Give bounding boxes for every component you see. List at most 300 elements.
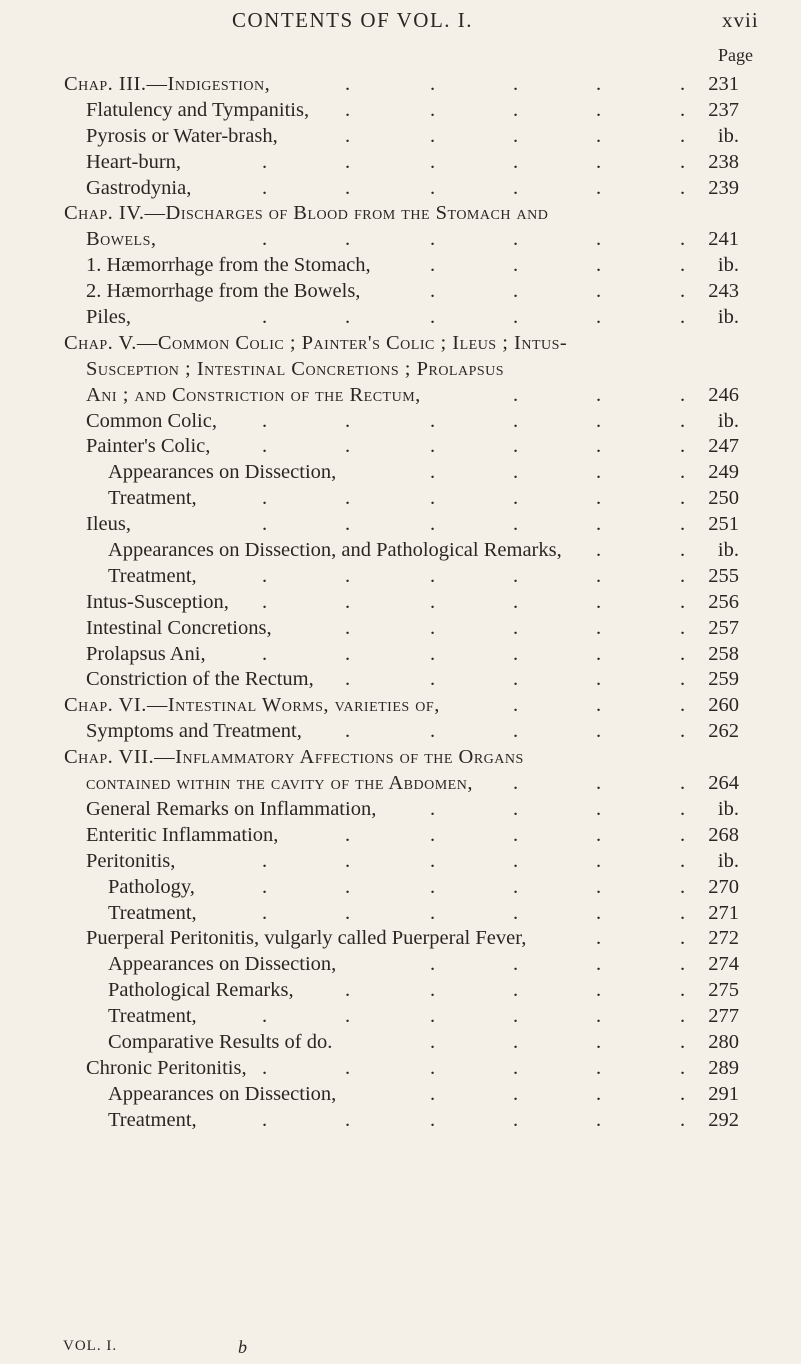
leader-dot: . <box>513 254 519 277</box>
leader-dot: . <box>513 461 519 484</box>
leader-dot: . <box>513 616 519 639</box>
leader-dot: . <box>596 383 602 406</box>
leader-dot: . <box>262 901 268 924</box>
toc-entry <box>0 667 801 693</box>
leader-dot: . <box>262 513 268 536</box>
leader-dot: . <box>262 875 268 898</box>
leader-dot: . <box>596 124 602 147</box>
leader-dot: . <box>596 73 602 95</box>
leader-dot: . <box>680 306 686 329</box>
toc-entry-title: Bowels, <box>86 228 157 251</box>
leader-dot: . <box>680 901 686 924</box>
toc-entry-title: Treatment, <box>108 487 197 510</box>
toc-entry-title: Painter's Colic, <box>86 435 211 458</box>
toc-entry <box>0 926 801 952</box>
toc-entry-page: 249 <box>708 461 739 484</box>
leader-dot: . <box>262 590 268 613</box>
leader-dot: . <box>680 1056 686 1079</box>
leader-dot: . <box>430 642 436 665</box>
toc-entry-page: 251 <box>708 513 739 536</box>
toc-entry-title: Enteritic Inflammation, <box>86 823 279 846</box>
toc-entry <box>0 693 801 719</box>
toc-entry <box>0 1108 801 1134</box>
leader-dot: . <box>345 306 351 329</box>
signature-volume: VOL. I. <box>63 1338 118 1354</box>
leader-dot: . <box>513 409 519 432</box>
leader-dot: . <box>513 1108 519 1131</box>
leader-dot: . <box>596 1030 602 1053</box>
toc-entry <box>0 357 801 383</box>
leader-dot: . <box>513 720 519 743</box>
leader-dot: . <box>513 1082 519 1105</box>
leader-dot: . <box>345 228 351 251</box>
leader-dot: . <box>430 797 436 820</box>
leader-dot: . <box>430 1108 436 1131</box>
toc-entry-page: ib. <box>717 797 739 820</box>
leader-dot: . <box>345 73 351 95</box>
leader-dot: . <box>430 720 436 743</box>
leader-dot: . <box>680 254 686 277</box>
toc-entry <box>0 616 801 642</box>
leader-dot: . <box>680 694 686 717</box>
leader-dot: . <box>596 435 602 458</box>
leader-dot: . <box>345 487 351 510</box>
leader-dot: . <box>513 513 519 536</box>
toc-entry-page: ib. <box>717 124 739 147</box>
toc-entry-page: 292 <box>708 1108 739 1131</box>
leader-dot: . <box>680 539 686 562</box>
toc-entry <box>0 1082 801 1108</box>
leader-dot: . <box>430 513 436 536</box>
leader-dot: . <box>680 487 686 510</box>
leader-dot: . <box>513 797 519 820</box>
leader-dot: . <box>596 1082 602 1105</box>
leader-dot: . <box>680 616 686 639</box>
leader-dot: . <box>680 979 686 1002</box>
leader-dot: . <box>430 254 436 277</box>
leader-dot: . <box>430 616 436 639</box>
leader-dot: . <box>596 539 602 562</box>
toc-entry-title: Appearances on Dissection, <box>108 461 337 484</box>
toc-entry <box>0 590 801 616</box>
leader-dot: . <box>596 797 602 820</box>
toc-entry-title: Comparative Results of do. <box>108 1030 333 1053</box>
toc-entry <box>0 331 801 357</box>
leader-dot: . <box>430 461 436 484</box>
leader-dot: . <box>513 73 519 95</box>
leader-dot: . <box>345 901 351 924</box>
leader-dot: . <box>513 124 519 147</box>
toc-entry-page: 250 <box>708 487 739 510</box>
toc-entry <box>0 978 801 1004</box>
leader-dot: . <box>430 487 436 510</box>
toc-entry-page: 271 <box>708 901 739 924</box>
leader-dot: . <box>596 927 602 950</box>
toc-entry-title: 1. Hæmorrhage from the Stomach, <box>86 254 371 277</box>
leader-dot: . <box>596 694 602 717</box>
signature-letter: b <box>238 1337 247 1357</box>
toc-entry <box>0 176 801 202</box>
toc-entry-title: Chap. IV.—Discharges of Blood from the Stomach and <box>64 202 549 225</box>
leader-dot: . <box>513 150 519 173</box>
leader-dot: . <box>262 849 268 872</box>
toc-entry-title: Pathological Remarks, <box>108 979 294 1002</box>
toc-entry-page: 241 <box>708 228 739 251</box>
toc-entry-page: 264 <box>708 772 739 795</box>
leader-dot: . <box>262 150 268 173</box>
toc-entry <box>0 849 801 875</box>
leader-dot: . <box>596 228 602 251</box>
leader-dot: . <box>430 668 436 691</box>
toc-entry <box>0 253 801 279</box>
leader-dot: . <box>430 98 436 121</box>
toc-entry-title: Symptoms and Treatment, <box>86 720 302 743</box>
leader-dot: . <box>430 124 436 147</box>
leader-dot: . <box>513 435 519 458</box>
leader-dot: . <box>513 1056 519 1079</box>
leader-dot: . <box>513 1030 519 1053</box>
toc-entry-title: Flatulency and Tympanitis, <box>86 98 310 121</box>
leader-dot: . <box>345 849 351 872</box>
toc-entry-page: 274 <box>708 953 739 976</box>
toc-entry-page: 243 <box>708 280 739 303</box>
toc-entry-page: 260 <box>708 694 739 717</box>
toc-entry-page: 277 <box>708 1005 739 1028</box>
toc-entry <box>0 201 801 227</box>
leader-dot: . <box>262 435 268 458</box>
toc-entry <box>0 1030 801 1056</box>
leader-dot: . <box>430 176 436 199</box>
toc-entry-title: Heart-burn, <box>86 150 182 173</box>
leader-dot: . <box>513 306 519 329</box>
toc-entry-page: ib. <box>717 254 739 277</box>
leader-dot: . <box>596 409 602 432</box>
toc-entry-title: Ani ; and Constriction of the Rectum, <box>86 383 421 406</box>
leader-dot: . <box>596 150 602 173</box>
leader-dot: . <box>680 73 686 95</box>
toc-entry-page: ib. <box>717 409 739 432</box>
leader-dot: . <box>596 513 602 536</box>
toc-entry-page: 257 <box>708 616 739 639</box>
toc-entry <box>0 719 801 745</box>
toc-entry-title: Chap. VI.—Intestinal Worms, varieties of, <box>64 694 440 717</box>
leader-dot: . <box>513 772 519 795</box>
toc-entry-page: 272 <box>708 927 739 950</box>
leader-dot: . <box>596 642 602 665</box>
leader-dot: . <box>680 668 686 691</box>
leader-dot: . <box>680 953 686 976</box>
toc-entry <box>0 72 801 98</box>
toc-entry-title: contained within the cavity of the Abdomen, <box>86 772 473 795</box>
toc-entry <box>0 409 801 435</box>
leader-dot: . <box>680 280 686 303</box>
page-header <box>0 8 801 32</box>
leader-dot: . <box>262 409 268 432</box>
leader-dot: . <box>345 1005 351 1028</box>
leader-dot: . <box>345 1056 351 1079</box>
toc-entry-page: 246 <box>708 383 739 406</box>
toc-entry-page: 259 <box>708 668 739 691</box>
leader-dot: . <box>680 435 686 458</box>
leader-dot: . <box>596 720 602 743</box>
toc-entry <box>0 460 801 486</box>
leader-dot: . <box>345 616 351 639</box>
toc-entry-page: 280 <box>708 1030 739 1053</box>
toc-entry-page: ib. <box>717 306 739 329</box>
leader-dot: . <box>345 98 351 121</box>
leader-dot: . <box>596 98 602 121</box>
leader-dot: . <box>513 280 519 303</box>
leader-dot: . <box>596 487 602 510</box>
toc-entry <box>0 305 801 331</box>
leader-dot: . <box>513 176 519 199</box>
toc-entry-title: Appearances on Dissection, and Pathological Remarks, <box>108 539 562 562</box>
leader-dot: . <box>680 513 686 536</box>
leader-dot: . <box>513 383 519 406</box>
toc-entry-title: Ileus, <box>86 513 131 536</box>
toc-entry-page: 291 <box>708 1082 739 1105</box>
toc-entry-title: Appearances on Dissection, <box>108 1082 337 1105</box>
leader-dot: . <box>596 849 602 872</box>
leader-dot: . <box>513 694 519 717</box>
toc-entry-title: Treatment, <box>108 564 197 587</box>
leader-dot: . <box>262 487 268 510</box>
leader-dot: . <box>596 668 602 691</box>
leader-dot: . <box>430 849 436 872</box>
toc-entry-page: 231 <box>708 73 739 95</box>
toc-entry-page: 238 <box>708 150 739 173</box>
leader-dot: . <box>513 901 519 924</box>
toc-entry-page: 268 <box>708 823 739 846</box>
toc-entry <box>0 1056 801 1082</box>
toc-entry-title: Pyrosis or Water-brash, <box>86 124 278 147</box>
leader-dot: . <box>262 228 268 251</box>
leader-dot: . <box>596 953 602 976</box>
leader-dot: . <box>345 124 351 147</box>
toc-entry-title: Common Colic, <box>86 409 217 432</box>
toc-entry <box>0 383 801 409</box>
leader-dot: . <box>430 409 436 432</box>
leader-dot: . <box>430 875 436 898</box>
page-column-label: Page <box>718 45 753 65</box>
toc-entry-page: 239 <box>708 176 739 199</box>
toc-entry <box>0 642 801 668</box>
toc-entry-title: Treatment, <box>108 901 197 924</box>
leader-dot: . <box>262 1005 268 1028</box>
toc-entry <box>0 227 801 253</box>
leader-dot: . <box>262 176 268 199</box>
leader-dot: . <box>596 564 602 587</box>
leader-dot: . <box>596 1056 602 1079</box>
leader-dot: . <box>430 1005 436 1028</box>
toc-entry-title: Chap. V.—Common Colic ; Painter's Colic ; Ileus ; Intus- <box>64 331 568 354</box>
leader-dot: . <box>345 642 351 665</box>
toc-entry-page: 275 <box>708 979 739 1002</box>
leader-dot: . <box>262 642 268 665</box>
leader-dot: . <box>430 953 436 976</box>
leader-dot: . <box>262 306 268 329</box>
leader-dot: . <box>513 590 519 613</box>
leader-dot: . <box>430 590 436 613</box>
leader-dot: . <box>596 1005 602 1028</box>
toc-entry <box>0 901 801 927</box>
leader-dot: . <box>430 280 436 303</box>
toc-entry-title: Piles, <box>86 306 131 329</box>
toc-entry <box>0 1004 801 1030</box>
toc-entry-title: Gastrodynia, <box>86 176 192 199</box>
leader-dot: . <box>680 927 686 950</box>
toc-entry <box>0 952 801 978</box>
leader-dot: . <box>430 901 436 924</box>
toc-entry <box>0 124 801 150</box>
toc-entry-page: ib. <box>717 849 739 872</box>
leader-dot: . <box>680 1108 686 1131</box>
toc-entry-title: Puerperal Peritonitis, vulgarly called Puerperal Fever, <box>86 927 527 950</box>
running-title: CONTENTS OF VOL. I. <box>232 8 474 32</box>
leader-dot: . <box>345 875 351 898</box>
leader-dot: . <box>262 564 268 587</box>
leader-dot: . <box>513 228 519 251</box>
leader-dot: . <box>430 73 436 95</box>
leader-dot: . <box>596 590 602 613</box>
toc-entry <box>0 279 801 305</box>
page-number: xvii <box>722 8 759 32</box>
leader-dot: . <box>596 875 602 898</box>
leader-dot: . <box>345 823 351 846</box>
toc-entry-page: 289 <box>708 1056 739 1079</box>
toc-entry-title: Pathology, <box>108 875 195 898</box>
leader-dot: . <box>345 979 351 1002</box>
leader-dot: . <box>430 150 436 173</box>
leader-dot: . <box>345 435 351 458</box>
leader-dot: . <box>430 1030 436 1053</box>
toc-entry-title: 2. Hæmorrhage from the Bowels, <box>86 280 361 303</box>
table-of-contents <box>0 72 801 1134</box>
leader-dot: . <box>513 849 519 872</box>
leader-dot: . <box>680 875 686 898</box>
leader-dot: . <box>596 254 602 277</box>
leader-dot: . <box>596 979 602 1002</box>
toc-entry <box>0 745 801 771</box>
leader-dot: . <box>596 280 602 303</box>
leader-dot: . <box>345 564 351 587</box>
toc-entry-title: Prolapsus Ani, <box>86 642 206 665</box>
leader-dot: . <box>345 176 351 199</box>
leader-dot: . <box>680 228 686 251</box>
leader-dot: . <box>680 823 686 846</box>
toc-entry-page: 237 <box>708 98 739 121</box>
toc-entry <box>0 823 801 849</box>
leader-dot: . <box>680 150 686 173</box>
leader-dot: . <box>680 642 686 665</box>
leader-dot: . <box>596 1108 602 1131</box>
leader-dot: . <box>513 953 519 976</box>
leader-dot: . <box>345 1108 351 1131</box>
toc-entry <box>0 564 801 590</box>
leader-dot: . <box>513 487 519 510</box>
toc-entry-page: ib. <box>717 539 739 562</box>
leader-dot: . <box>430 435 436 458</box>
toc-entry-title: Constriction of the Rectum, <box>86 668 314 691</box>
leader-dot: . <box>513 98 519 121</box>
toc-entry <box>0 98 801 124</box>
leader-dot: . <box>680 849 686 872</box>
leader-dot: . <box>680 590 686 613</box>
toc-entry <box>0 512 801 538</box>
toc-entry-page: 255 <box>708 564 739 587</box>
leader-dot: . <box>513 875 519 898</box>
leader-dot: . <box>513 564 519 587</box>
toc-entry <box>0 150 801 176</box>
leader-dot: . <box>430 564 436 587</box>
leader-dot: . <box>596 176 602 199</box>
toc-entry <box>0 771 801 797</box>
leader-dot: . <box>596 823 602 846</box>
leader-dot: . <box>680 176 686 199</box>
leader-dot: . <box>513 668 519 691</box>
leader-dot: . <box>345 150 351 173</box>
toc-entry-title: Chap. III.—Indigestion, <box>64 73 271 95</box>
leader-dot: . <box>345 590 351 613</box>
toc-entry-page: 262 <box>708 720 739 743</box>
toc-entry-title: Treatment, <box>108 1108 197 1131</box>
toc-entry-page: 270 <box>708 875 739 898</box>
leader-dot: . <box>262 1056 268 1079</box>
leader-dot: . <box>345 513 351 536</box>
leader-dot: . <box>680 1082 686 1105</box>
leader-dot: . <box>596 306 602 329</box>
toc-entry <box>0 875 801 901</box>
toc-entry-title: General Remarks on Inflammation, <box>86 797 377 820</box>
toc-entry-title: Intestinal Concretions, <box>86 616 272 639</box>
toc-entry <box>0 797 801 823</box>
leader-dot: . <box>680 797 686 820</box>
leader-dot: . <box>430 979 436 1002</box>
leader-dot: . <box>680 383 686 406</box>
toc-entry-title: Treatment, <box>108 1005 197 1028</box>
leader-dot: . <box>596 772 602 795</box>
toc-entry <box>0 434 801 460</box>
leader-dot: . <box>680 98 686 121</box>
leader-dot: . <box>513 1005 519 1028</box>
leader-dot: . <box>513 979 519 1002</box>
leader-dot: . <box>430 1082 436 1105</box>
leader-dot: . <box>680 564 686 587</box>
leader-dot: . <box>430 306 436 329</box>
toc-entry-title: Appearances on Dissection, <box>108 953 337 976</box>
leader-dot: . <box>262 1108 268 1131</box>
leader-dot: . <box>680 461 686 484</box>
toc-entry-title: Peritonitis, <box>86 849 176 872</box>
toc-entry <box>0 486 801 512</box>
leader-dot: . <box>596 901 602 924</box>
leader-dot: . <box>680 720 686 743</box>
leader-dot: . <box>513 642 519 665</box>
leader-dot: . <box>680 409 686 432</box>
toc-entry <box>0 538 801 564</box>
leader-dot: . <box>345 668 351 691</box>
toc-entry-page: 256 <box>708 590 739 613</box>
leader-dot: . <box>680 1005 686 1028</box>
leader-dot: . <box>430 823 436 846</box>
leader-dot: . <box>680 1030 686 1053</box>
leader-dot: . <box>430 1056 436 1079</box>
leader-dot: . <box>680 772 686 795</box>
toc-entry-title: Chronic Peritonitis, <box>86 1056 247 1079</box>
leader-dot: . <box>345 409 351 432</box>
leader-dot: . <box>430 228 436 251</box>
leader-dot: . <box>345 720 351 743</box>
